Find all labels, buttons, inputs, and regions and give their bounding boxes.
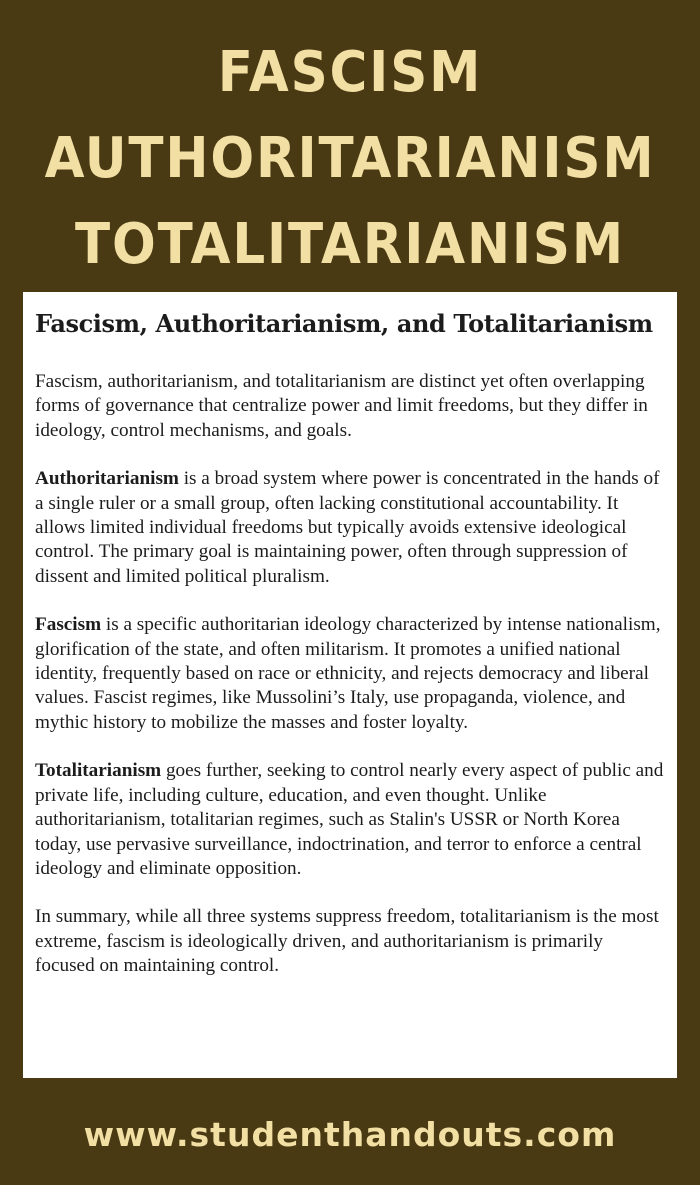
summary-paragraph: In summary, while all three systems suppress freedom, totalitarianism is the most extreme, fascism is ideologically driven, and authoritarianism is primarily focused on maintaining control. (35, 906, 659, 977)
panel-title: Fascism, Authoritarianism, and Totalitarianism (35, 309, 653, 338)
authoritarianism-paragraph (35, 467, 665, 589)
totalitarianism-text: goes further, seeking to control nearly every aspect of public and private life, including culture, education, and even thought. Unlike authoritarianism, totalitarian regimes, such as Stalin's USSR or North Korea today, use pervasive surveillance, indoctrination, and terror to enforce a central ideology and eliminate opposition. (35, 760, 664, 879)
authoritarianism-term: Authoritarianism (35, 468, 179, 490)
footer-website-url: www.studenthandouts.com (83, 1115, 617, 1154)
fascism-paragraph (35, 613, 665, 735)
fascism-term: Fascism (35, 614, 102, 636)
totalitarianism-paragraph (35, 759, 665, 881)
intro-paragraph: Fascism, authoritarianism, and totalitarianism are distinct yet often overlapping forms of governance that centralize power and limit freedoms, but they differ in ideology, control mechanisms, and goals. (35, 371, 648, 441)
header-title-authoritarianism: AUTHORITARIANISM (44, 126, 656, 191)
content-panel (23, 292, 677, 1078)
header-title-block (0, 30, 700, 288)
header-title-fascism: FASCISM (217, 40, 483, 105)
header-title-totalitarianism: TOTALITARIANISM (75, 212, 625, 277)
authoritarianism-text: is a broad system where power is concentrated in the hands of a single ruler or a small group, often lacking constitutional accountability. It allows limited individual freedoms but typically avoids extensive ideological control. The primary goal is maintaining power, often through suppression of dissent and limited political pluralism. (35, 468, 660, 587)
fascism-text: is a specific authoritarian ideology characterized by intense nationalism, glorification of the state, and often militarism. It promotes a unified national identity, frequently based on race or ethnicity, and rejects democracy and liberal values. Fascist regimes, like Mussolini’s Italy, use propaganda, violence, and mythic history to mobilize the masses and foster loyalty. (35, 614, 661, 733)
totalitarianism-term: Totalitarianism (35, 760, 162, 782)
